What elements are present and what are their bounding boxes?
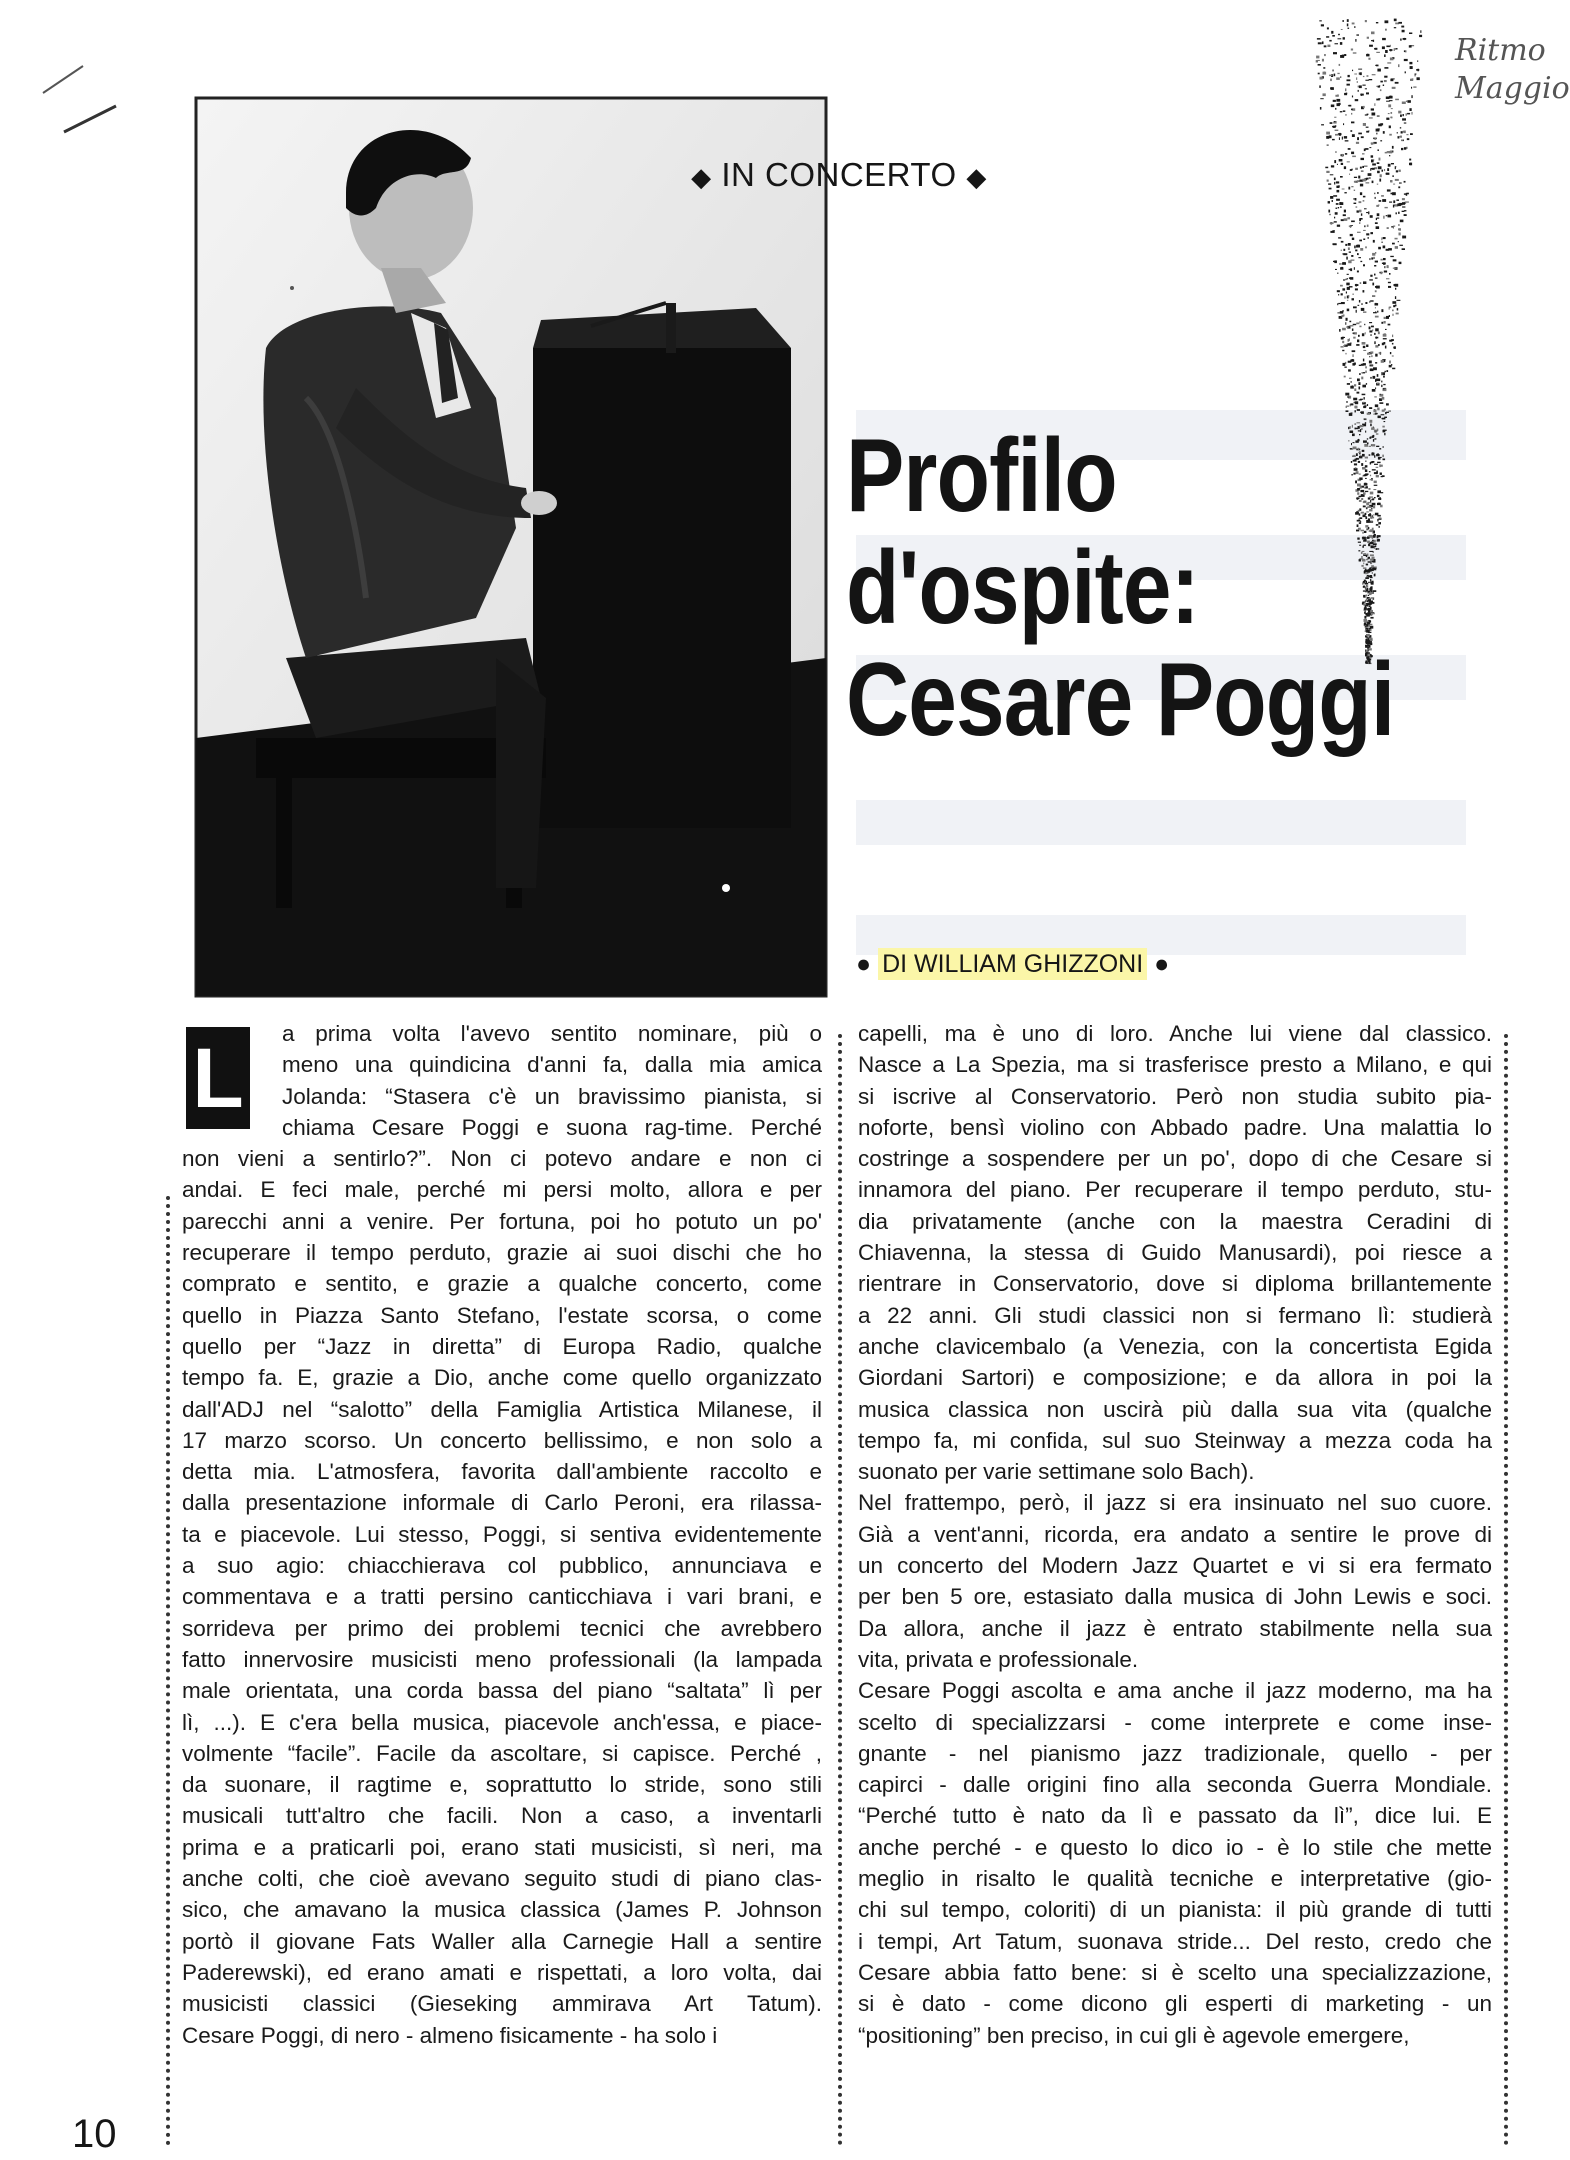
text-line: fatto innervosire musicisti meno professionali (la lampada [182,1646,822,1672]
text-line: dia privatamente (anche con la maestra Ceradini di [858,1208,1492,1234]
text-line: non vieni a sentirlo?”. Non ci potevo andare e non ci [182,1146,822,1172]
text-line: sico, che amavano la musica classica (James P. Johnson [182,1897,822,1923]
text-line: chiama Cesare Poggi e suona rag-time. Perché [282,1114,822,1140]
text-line: Jolanda: “Stasera c'è un bravissimo pianista, si [282,1083,822,1109]
diamond-icon: ◆ [966,162,987,192]
text-line: chi sul tempo, coloriti) di un pianista: il più grande di tutti [858,1897,1492,1923]
text-line: sorrideva per primo dei problemi tecnici che avrebbero [182,1615,822,1641]
text-line: quello per “Jazz in diretta” di Europa Radio, qualche [182,1333,822,1359]
text-line: quello in Piazza Santo Stefano, l'estate scorsa, o come [182,1302,822,1328]
headline-line-1: Profilo [846,418,1117,534]
text-line: vita, privata e professionale. [858,1646,1139,1672]
text-line: Cesare Poggi ascolta e ama anche il jazz moderno, ma ha [858,1678,1492,1704]
text-line: parecchi anni a venire. Per fortuna, poi ho potuto un po' [182,1208,822,1234]
text-line: tempo fa, mi confida, sul suo Steinway a mezza coda ha [858,1427,1492,1453]
text-line: musicali tutt'altro che facili. Non a caso, a inventarli [182,1803,822,1829]
text-line: Chiavenna, la stessa di Guido Manusardi), poi riesce a [858,1240,1492,1266]
text-line: prima e a praticarli poi, erano stati musicisti, sì neri, ma [182,1834,822,1860]
headline-line-2: d'ospite: [846,530,1199,646]
text-line: anche perché - e questo lo dico io - è lo stile che mette [858,1834,1492,1860]
text-line: meno una quindicina d'anni fa, dalla mia amica [282,1052,822,1078]
byline [856,950,1169,979]
drop-cap: L [186,1027,250,1129]
text-line: Da allora, anche il jazz è entrato stabilmente nella sua [858,1615,1492,1641]
byline-author: DI WILLIAM GHIZZONI [878,948,1147,980]
article-column-left [182,1018,822,2051]
text-line: si iscrive al Conservatorio. Però non studia subito pia- [858,1083,1492,1109]
text-line: Nel frattempo, però, il jazz si era insinuato nel suo cuore. [858,1490,1492,1516]
text-line: Giordani Sartori) e composizione; e da allora in poi la [858,1365,1492,1391]
bullet-icon: ● [1154,950,1170,978]
text-line: gnante - nel pianismo jazz tradizionale, quello - per [858,1740,1492,1766]
text-line: suonato per varie settimane solo Bach). [858,1459,1255,1485]
text-line: Già a vent'anni, ricorda, era andato a sentire le prove di [858,1521,1492,1547]
text-line: si è dato - come dicono gli esperti di marketing - un [858,1991,1492,2017]
text-line: ta e piacevole. Lui stesso, Poggi, si sentiva evidentemente [182,1521,822,1547]
text-line: da suonare, il ragtime e, soprattutto lo stride, sono stili [182,1772,822,1798]
text-line: noforte, bensì violino con Abbado padre. Una malattia lo [858,1114,1492,1140]
text-line: a suo agio: chiacchierava col pubblico, annunciava e [182,1553,822,1579]
text-line: scelto di specializzarsi - come interprete e come inse- [858,1709,1492,1735]
text-line: “Perché tutto è nato da lì e passato da lì”, dice lui. E [858,1803,1492,1829]
text-line: detta mia. L'atmosfera, favorita dall'ambiente raccolto e [182,1459,822,1485]
column-rule-left [166,1196,170,2146]
text-line: male orientata, una corda bassa del piano “saltata” lì per [182,1678,822,1704]
text-line: capelli, ma è uno di loro. Anche lui viene dal classico. [858,1021,1492,1046]
bullet-icon: ● [856,950,872,978]
text-line: tempo fa. E, grazie a Dio, anche come quello organizzato [182,1365,822,1391]
text-line: andai. E feci male, perché mi persi molto, allora e per [182,1177,822,1203]
text-line: comprato e sentito, e grazie a qualche concerto, come [182,1271,822,1297]
text-line: volmente “facile”. Facile da ascoltare, si capisce. Perché , [182,1740,822,1766]
text-line: Paderewski), ed erano amati e rispettati, a loro volta, dai [182,1959,822,1985]
text-line: meglio in risalto le qualità tecniche e interpretative (gio- [858,1866,1492,1892]
text-line: commentava e a tratti persino canticchiava i vari brani, e [182,1584,822,1610]
text-line: anche clavicembalo (a Venezia, con la concertista Egida [858,1333,1492,1359]
text-line: Cesare abbia fatto bene: si è scelto una specializzazione, [858,1959,1492,1985]
text-line: lì, ...). E c'era bella musica, piacevole anch'essa, e piace- [182,1709,822,1735]
text-line: a prima volta l'avevo sentito nominare, più o [282,1021,822,1046]
text-line: i tempi, Art Tatum, suonava stride... Del resto, credo che [858,1928,1492,1954]
text-line: a 22 anni. Gli studi classici non si fermano lì: studierà [858,1302,1492,1328]
text-line: musicisti classici (Gieseking ammirava Art Tatum). [182,1991,822,2017]
diamond-icon: ◆ [691,162,712,192]
column-rule-middle [838,1034,842,2146]
text-line: dall'ADJ nel “salotto” della Famiglia Artistica Milanese, il [182,1396,822,1422]
text-line: portò il giovane Fats Waller alla Carnegie Hall a sentire [182,1928,822,1954]
text-line: Nasce a La Spezia, ma si trasferisce presto a Milano, e qui [858,1052,1492,1078]
headline-line-3: Cesare Poggi [846,642,1395,758]
pen-stroke-mark-2 [60,100,120,136]
text-line: capirci - dalle origini fino alla seconda Guerra Mondiale. [858,1772,1492,1798]
text-line: per ben 5 ore, estasiato dalla musica di John Lewis e soci. [858,1584,1492,1610]
reverse-page-bleed [856,800,1466,845]
text-line: costringe a sospendere per un po', dopo di che Cesare si [858,1146,1492,1172]
text-line: dalla presentazione informale di Carlo Peroni, era rilassa- [182,1490,822,1516]
handwritten-note-line2: Maggio [1455,71,1570,106]
handwritten-note [1455,32,1570,108]
section-kicker [684,156,994,194]
text-line: rientrare in Conservatorio, dove si diploma brillantemente [858,1271,1492,1297]
text-line: Cesare Poggi, di nero - almeno fisicamente - ha solo i [182,2022,718,2048]
text-line: “positioning” ben preciso, in cui gli è agevole emergere, [858,2022,1410,2048]
page-number: 10 [72,2112,117,2156]
article-headline [846,420,1417,756]
pen-stroke-mark [38,58,88,98]
column-rule-right [1504,1034,1508,2146]
text-line: innamora del piano. Per recuperare il tempo perduto, stu- [858,1177,1492,1203]
text-line: un concerto del Modern Jazz Quartet e vi si era fermato [858,1553,1492,1579]
article-column-right [858,1018,1492,2051]
text-line: anche colti, che cioè avevano seguito studi di piano clas- [182,1866,822,1892]
handwritten-note-line1: Ritmo [1455,33,1546,68]
section-label: IN CONCERTO [721,156,957,193]
text-line: musica classica non uscirà più dalla sua vita (qualche [858,1396,1492,1422]
text-line: recuperare il tempo perduto, grazie ai suoi dischi che ho [182,1240,822,1266]
text-line: 17 marzo scorso. Un concerto bellissimo, e non solo a [182,1427,822,1453]
pianist-photo [196,98,826,996]
